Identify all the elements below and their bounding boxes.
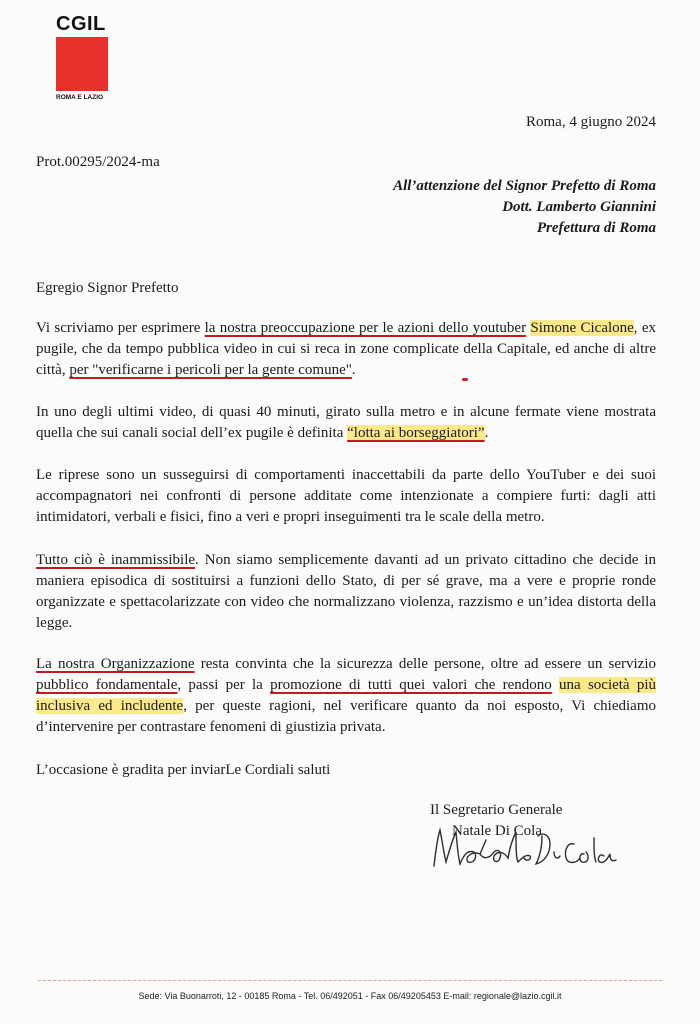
p5-space: [552, 677, 559, 693]
signer-title: Il Segretario Generale: [430, 802, 563, 818]
logo-name: CGIL: [56, 13, 106, 35]
logo-region: ROMA E LAZIO: [56, 94, 104, 101]
p1-end: .: [351, 362, 356, 378]
recipient-line-2: Dott. Lamberto Giannini: [502, 199, 656, 215]
p1-text: Vi scriviamo per esprimere: [36, 320, 205, 336]
letter-date: Roma, 4 giugno 2024: [526, 114, 656, 130]
stray-pen-mark: [462, 378, 468, 381]
closing: L’occasione è gradita per inviarLe Cordiali saluti: [36, 762, 331, 778]
paragraph-4: [36, 550, 656, 634]
p5-underline-3: promozione di tutti quei valori che rendono: [270, 677, 552, 693]
logo-red-square: [56, 37, 108, 91]
paragraph-2: [36, 402, 656, 444]
protocol-number: Prot.00295/2024-ma: [36, 154, 160, 170]
p2-end: .: [484, 425, 489, 441]
p1-underline: la nostra preoccupazione per le azioni dello youtuber: [204, 320, 527, 336]
cgil-logo: [56, 14, 112, 101]
signer-name: Natale Di Cola: [452, 823, 542, 839]
p1-underline-2: per "verificarne i pericoli per la gente comune": [69, 362, 352, 378]
p5-highlight: una società più inclusiva ed includente: [36, 677, 657, 714]
recipient-line-1: All’attenzione del Signor Prefetto di Roma: [393, 178, 656, 194]
paragraph-3: Le riprese sono un susseguirsi di comportamenti inaccettabili da parte dello YouTuber e dei suoi accompagnatori nei confronti di persone additate come intenzionate a compiere furti: dagli atti intimidatori, verbali e fisici, fino a veri e propri inseguimenti tra le scale della metro.: [36, 467, 656, 525]
p1-highlight-name: Simone Cicalone: [530, 320, 634, 336]
paragraph-1: [36, 318, 656, 381]
p2-text: In uno degli ultimi video, di quasi 40 minuti, girato sulla metro e in alcune fermate viene mostrata quella che sui canali social dell’ex pugile è definita: [36, 404, 656, 441]
recipient-line-3: Prefettura di Roma: [536, 220, 656, 236]
p5-text-2: , passi per la: [177, 677, 271, 693]
footer-address: Sede: Via Buonarroti, 12 - 00185 Roma - Tel. 06/492051 - Fax 06/49205453 E-mail: regionale@lazio.cgil.it: [138, 991, 562, 1001]
p5-text-3: , per queste ragioni, nel verificare quanto da noi esposto, Vi chiediamo d’intervenire per contrastare fenomeni di giustizia privata.: [36, 698, 656, 735]
p1-text-2: , ex pugile, che da tempo pubblica video in cui si reca in zone complicate della Capitale, ed anche di altre città,: [36, 320, 656, 378]
p4-text: . Non siamo semplicemente davanti ad un privato cittadino che decide in maniera episodica di sostituirsi a funzioni dello Stato, di per sé grave, ma a vere e proprie ronde organizzate e spettacolarizzate con video che normalizzano violenza, razzismo e un’idea distorta della legge.: [36, 552, 656, 631]
p4-underline: Tutto ciò è inammissibile: [36, 552, 196, 568]
salutation: Egregio Signor Prefetto: [36, 280, 179, 296]
recipient-block: [393, 176, 656, 239]
p5-underline-2: pubblico fondamentale: [36, 677, 178, 693]
p5-underline-1: La nostra Organizzazione: [36, 656, 195, 672]
p2-highlight: “lotta ai borseggiatori”: [347, 425, 485, 441]
footer-divider: [38, 980, 662, 981]
paragraph-5: [36, 654, 656, 738]
handwritten-signature: [428, 818, 618, 878]
p5-text-1: resta convinta che la sicurezza delle persone, oltre ad essere un servizio: [194, 656, 656, 672]
